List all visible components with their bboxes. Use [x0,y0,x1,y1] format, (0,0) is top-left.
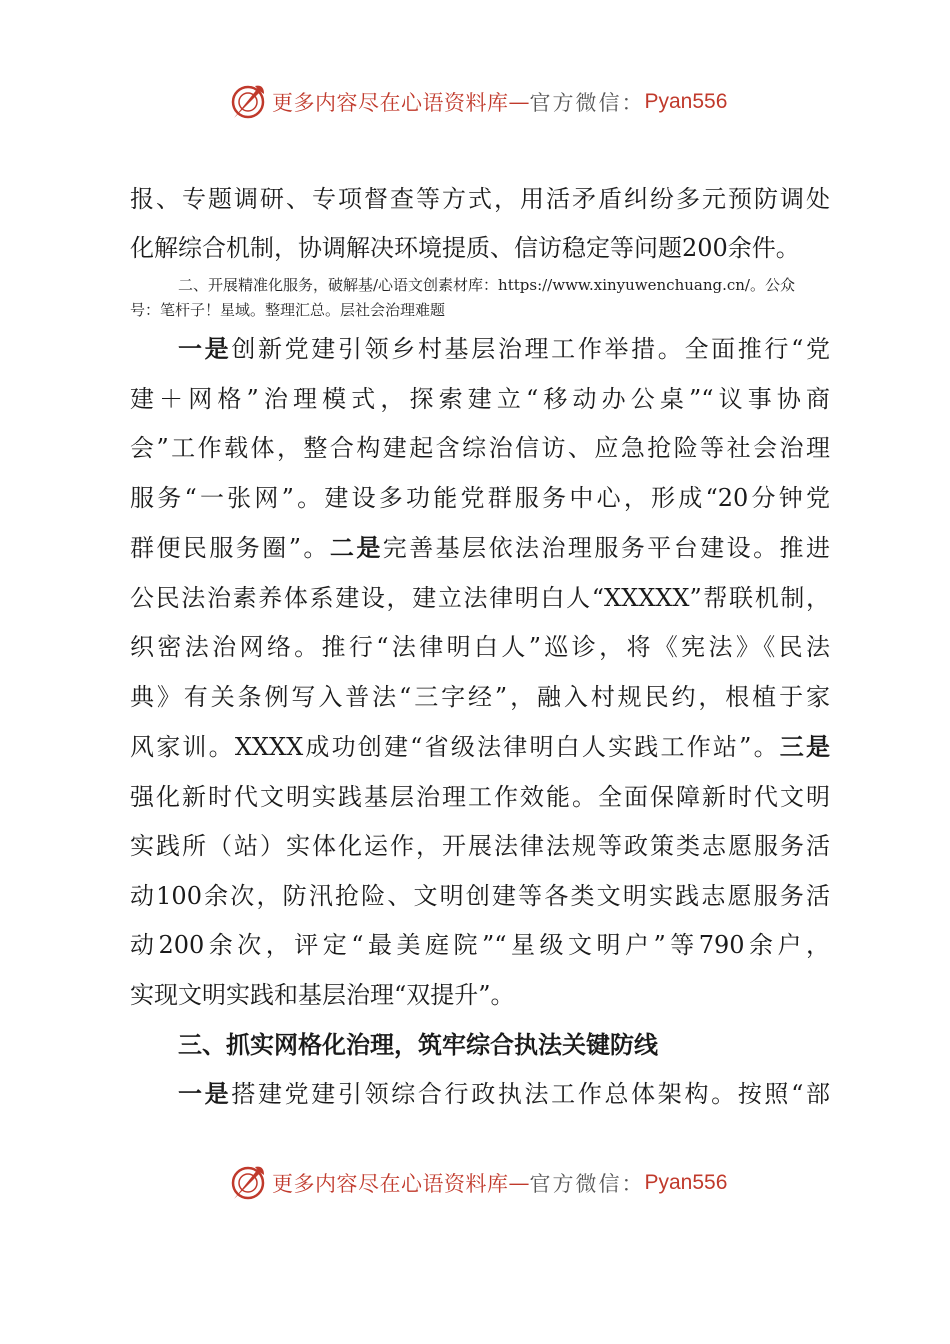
body-line: 化解综合机制，协调解决环境提质、信访稳定等问题200余件。 [130,234,800,262]
body-line: 公民法治素养体系建设，建立法律明白人“XXXXX”帮联机制， [130,584,830,612]
body-line: 典》有关条例写入普法“三字经”，融入村规民约，根植于家 [130,683,830,711]
ordinal-marker: 三是 [779,732,831,761]
body-line: 实践所（站）实体化运作，开展法律法规等政策类志愿服务活 [130,832,830,860]
body-text: 搭建党建引领综合行政执法工作总体架构。按照“部 [231,1080,830,1108]
body-line [130,732,830,762]
body-line: 实现文明实践和基层治理“双提升”。 [130,981,515,1009]
body-line [130,1079,830,1109]
ordinal-marker: 一是 [178,1079,232,1108]
body-line [130,334,830,364]
banner-dash: — [508,90,530,114]
ordinal-marker: 二是 [329,533,383,562]
banner-wechat-label: 官方微信： [529,91,645,115]
body-line: 织密法治网络。推行“法律明白人”巡诊，将《宪法》《民法 [130,633,830,661]
body-line: 强化新时代文明实践基层治理工作效能。全面保障新时代文明 [130,783,830,811]
watermark-heading-line: 号：笔杆子！星域。整理汇总。层社会治理难题 [130,301,446,319]
footer-watermark-banner [228,1163,727,1203]
body-line: 报、专题调研、专项督查等方式，用活矛盾纠纷多元预防调处 [130,185,830,213]
body-line [130,533,830,563]
watermark-heading-line: 二、开展精准化服务，破解基/心语文创素材库：https://www.xinyuwenchuang.cn/。公众 [178,276,795,294]
body-line: 动200余次，评定“最美庭院”“星级文明户”等790余户， [130,931,830,959]
header-watermark-banner [228,82,727,122]
body-line: 动100余次，防汛抢险、文明创建等各类文明实践志愿服务活 [130,882,830,910]
section-heading: 三、抓实网格化治理，筑牢综合执法关键防线 [178,1030,658,1059]
banner-brand-text: 更多内容尽在心语资料库 [272,91,509,115]
body-text: 风家训。XXXX成功创建“省级法律明白人实践工作站”。 [130,733,780,761]
body-text: 创新党建引领乡村基层治理工作举措。全面推行“党 [231,335,830,363]
banner-wechat-label: 官方微信： [529,1172,645,1196]
quill-logo-icon [228,82,268,122]
quill-logo-icon [228,1163,268,1203]
banner-wechat-id: Pyan556 [644,1171,728,1194]
ordinal-marker: 一是 [178,334,232,363]
banner-dash: — [508,1171,530,1195]
body-line: 服务“一张网”。建设多功能党群服务中心，形成“20分钟党 [130,484,830,512]
body-line: 建＋网格”治理模式，探索建立“移动办公桌”“议事协商 [130,385,830,413]
body-text: 完善基层依法治理服务平台建设。推进 [382,534,830,562]
body-text: 群便民服务圈”。 [130,534,330,562]
banner-wechat-id: Pyan556 [644,90,728,113]
body-line: 会”工作载体，整合构建起含综治信访、应急抢险等社会治理 [130,434,830,462]
banner-brand-text: 更多内容尽在心语资料库 [272,1172,509,1196]
